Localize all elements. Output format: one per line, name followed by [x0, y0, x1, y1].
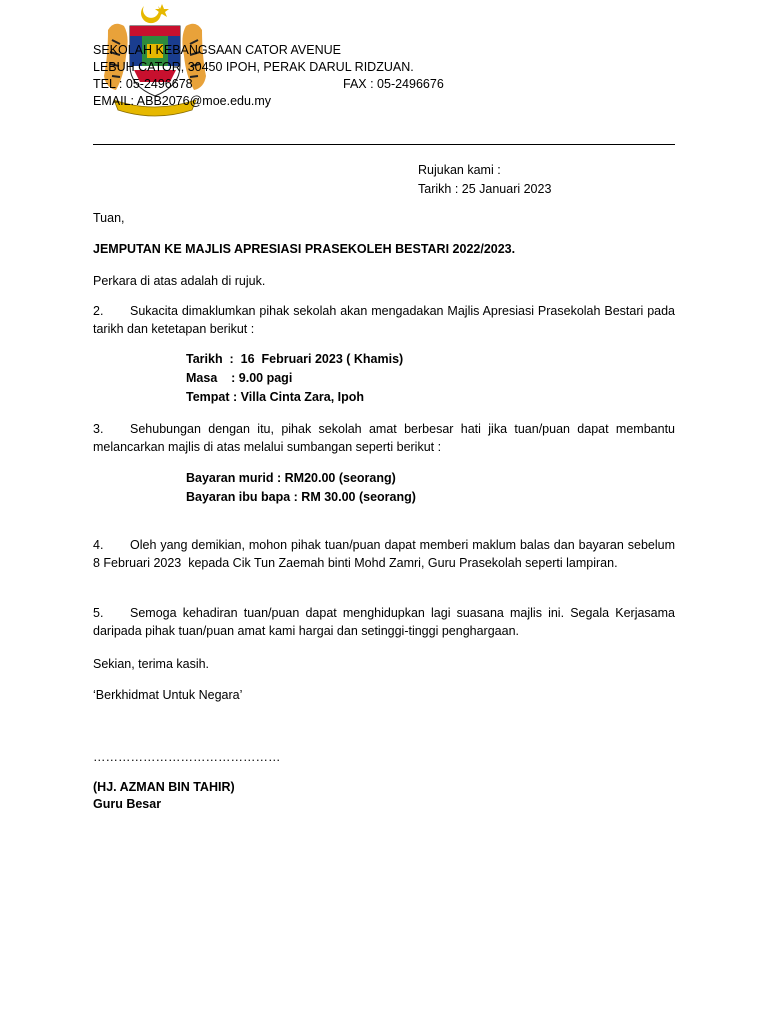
email: EMAIL: ABB2076@moe.edu.my	[93, 94, 272, 108]
letterhead	[93, 42, 444, 110]
paragraph-3	[93, 420, 675, 456]
telephone: TEL : 05-2496678	[93, 77, 193, 91]
salutation: Tuan,	[93, 211, 125, 225]
letter-date: Tarikh : 25 Januari 2023	[418, 182, 552, 196]
intro-line: Perkara di atas adalah di rujuk.	[93, 274, 266, 288]
reference-label: Rujukan kami :	[418, 163, 501, 177]
paragraph-text: Semoga kehadiran tuan/puan dapat menghidupkan lagi suasana majlis ini. Segala Kerjasama daripada pihak tuan/puan amat kami hargai dan setinggi-tinggi penghargaan.	[93, 606, 675, 638]
paragraph-number: 3.	[93, 422, 104, 436]
header-divider	[93, 144, 675, 145]
event-details	[186, 350, 403, 407]
paragraph-2	[93, 302, 675, 338]
signatory-title: Guru Besar	[93, 797, 162, 811]
closing-line: Sekian, terima kasih.	[93, 657, 210, 671]
payment-student: Bayaran murid : RM20.00 (seorang)	[186, 471, 396, 485]
paragraph-text: Sukacita dimaklumkan pihak sekolah akan mengadakan Majlis Apresiasi Prasekolah Bestari pada tarikh dan ketetapan berikut :	[93, 304, 675, 336]
paragraph-text: Oleh yang demikian, mohon pihak tuan/puan dapat memberi maklum balas dan bayaran sebelum 8 Februari 2023 kepada Cik Tun Zaemah binti Mohd Zamri, Guru Prasekolah seperti lampiran.	[93, 538, 679, 570]
event-time: Masa : 9.00 pagi	[186, 371, 293, 385]
paragraph-number: 4.	[93, 538, 104, 552]
fax: FAX : 05-2496676	[343, 77, 444, 91]
motto: ‘Berkhidmat Untuk Negara’	[93, 688, 243, 702]
letter-subject: JEMPUTAN KE MAJLIS APRESIASI PRASEKOLEH BESTARI 2022/2023.	[93, 242, 516, 256]
school-address: LEBUH CATOR, 30450 IPOH, PERAK DARUL RIDZUAN.	[93, 60, 414, 74]
school-name: SEKOLAH KEBANGSAAN CATOR AVENUE	[93, 43, 341, 57]
paragraph-5	[93, 604, 675, 640]
signatory-name: (HJ. AZMAN BIN TAHIR)	[93, 780, 235, 794]
contact-line	[93, 76, 444, 93]
event-date: Tarikh : 16 Februari 2023 ( Khamis)	[186, 352, 404, 366]
payment-details	[186, 469, 416, 507]
paragraph-4	[93, 536, 679, 572]
payment-parent: Bayaran ibu bapa : RM 30.00 (seorang)	[186, 490, 416, 504]
event-venue: Tempat : Villa Cinta Zara, Ipoh	[186, 390, 365, 404]
paragraph-number: 5.	[93, 606, 104, 620]
reference-block	[418, 161, 551, 199]
signature-line: ………………………………………	[93, 750, 281, 764]
paragraph-text: Sehubungan dengan itu, pihak sekolah amat berbesar hati jika tuan/puan dapat membantu melancarkan majlis di atas melalui sumbangan seperti berikut :	[93, 422, 675, 454]
paragraph-number: 2.	[93, 304, 104, 318]
